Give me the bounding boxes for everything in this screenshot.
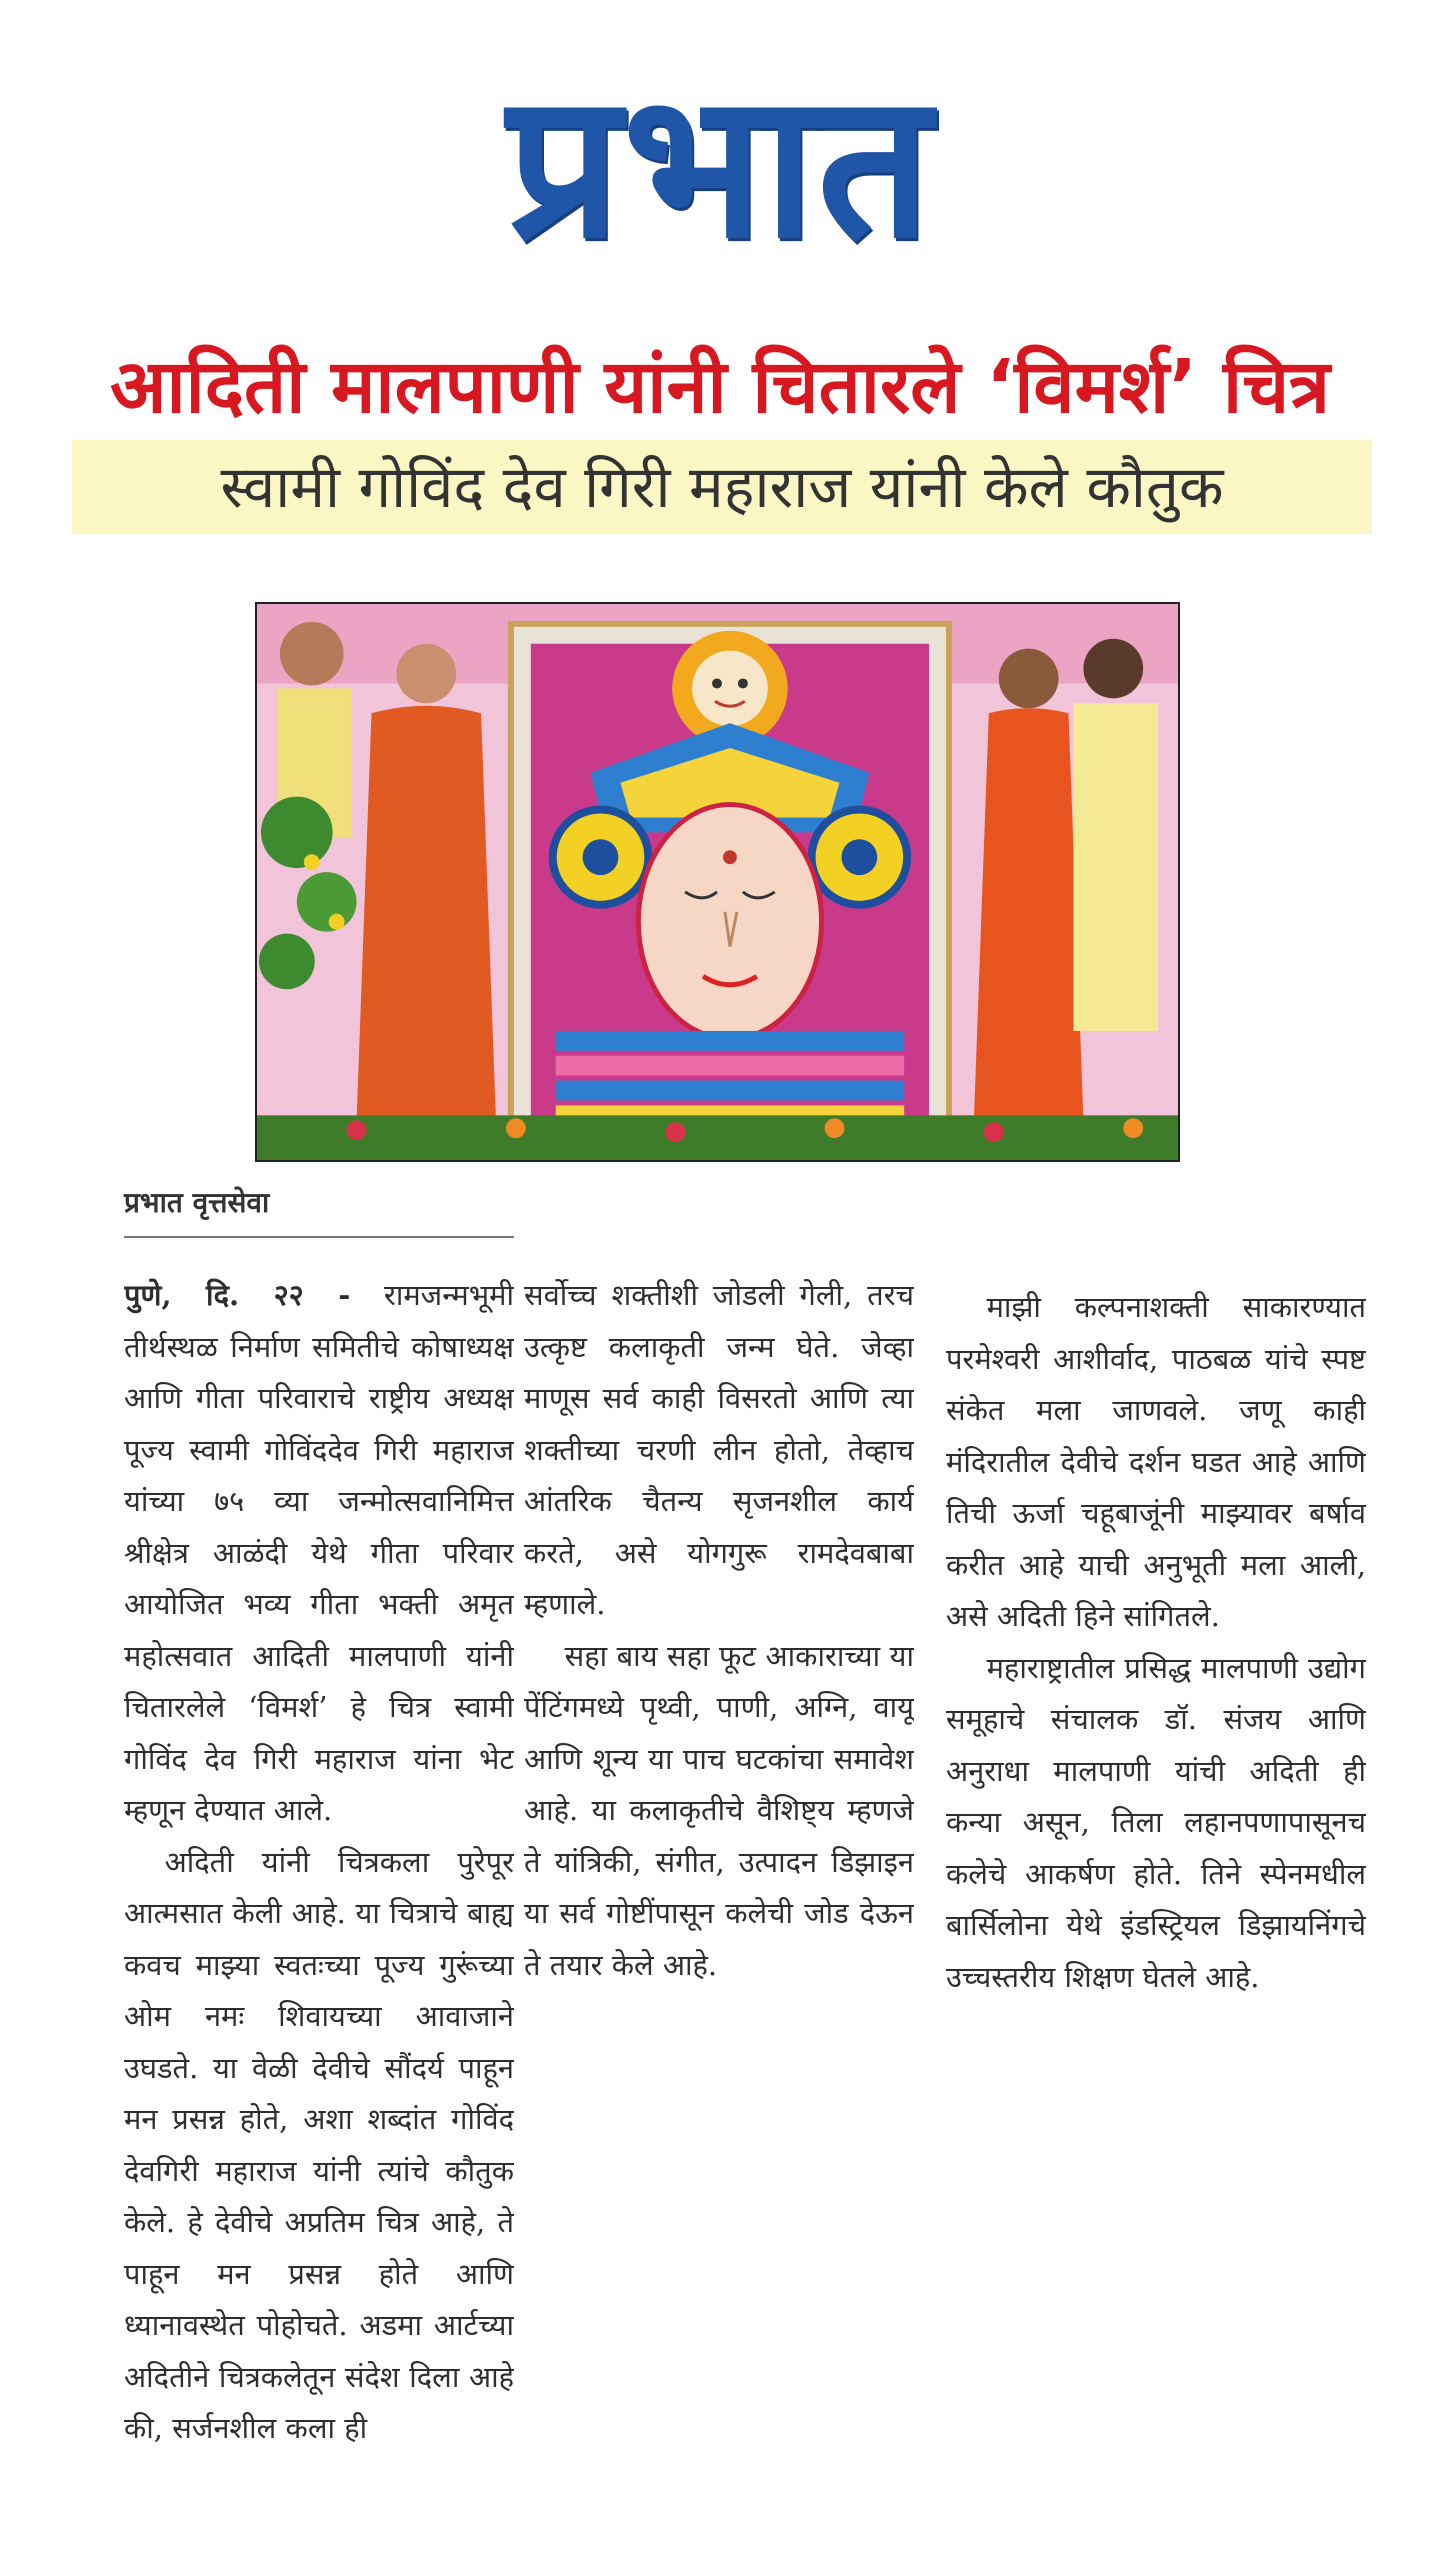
byline-divider	[124, 1236, 514, 1238]
article-paragraph: माझी कल्पनाशक्ती साकारण्यात परमेश्वरी आशीर्वाद, पाठबळ यांचे स्पष्ट संकेत मला जाणवले. जणू काही मंदिरातील देवीचे दर्शन घडत आहे आणि तिची ऊर्जा चहूबाजूंनी माझ्यावर बर्षाव करीत आहे याची अनुभूती मला आली, असे अदिती हिने सांगितले.	[946, 1290, 1366, 1633]
article-paragraph: सहा बाय सहा फूट आकाराच्या या पेंटिंगमध्ये पृथ्वी, पाणी, अग्नि, वायू आणि शून्य या पाच घटकांचा समावेश आहे. या कलाकृतीचे वैशिष्ट्य म्हणजे ते यांत्रिकी, संगीत, उत्पादन डिझाइन या सर्व गोष्टींपासून कलेची जोड देऊन ते तयार केले आहे.	[524, 1638, 914, 1982]
article-byline: प्रभात वृत्तसेवा	[124, 1186, 270, 1219]
article-photo	[255, 602, 1180, 1162]
article-column-1	[124, 1270, 514, 2540]
article-column-3	[946, 1282, 1366, 2552]
paragraph-text: रामजन्मभूमी तीर्थस्थळ निर्माण समितीचे कोषाध्यक्ष आणि गीता परिवाराचे राष्ट्रीय अध्यक्ष पूज्य स्वामी गोविंददेव गिरी महाराज यांच्या ७५ व्या जन्मोत्सवानिमित्त श्रीक्षेत्र आळंदी येथे गीता परिवार आयोजित भव्य गीता भक्ती अमृत महोत्सवात आदिती मालपाणी यांनी चितारलेले ‘विमर्श’ हे चित्र स्वामी गोविंद देव गिरी महाराज यांना भेट म्हणून देण्यात आले.	[124, 1278, 514, 1827]
article-dateline: पुणे, दि. २२ -	[124, 1278, 351, 1312]
article-subheadline: स्वामी गोविंद देव गिरी महाराज यांनी केले कौतुक	[220, 453, 1224, 521]
article-paragraph: अदिती यांनी चित्रकला पुरेपूर आत्मसात केली आहे. या चित्राचे बाह्य कवच माझ्या स्वतःच्या पूज्य गुरूंच्या ओम नमः शिवायच्या आवाजाने उघडते. या वेळी देवीचे सौंदर्य पाहून मन प्रसन्न होते, अशा शब्दांत गोविंद देवगिरी महाराज यांनी त्यांचे कौतुक केले. हे देवीचे अप्रतिम चित्र आहे, ते पाहून मन प्रसन्न होते आणि ध्यानावस्थेत पोहोचते. अडमा आर्टच्या अदितीने चित्रकलेतून संदेश दिला आहे की, सर्जनशील कला ही	[124, 1844, 514, 2445]
article-paragraph	[124, 1270, 514, 1837]
article-paragraph: सर्वोच्च शक्तीशी जोडली गेली, तरच उत्कृष्ट कलाकृती जन्म घेते. जेव्हा माणूस सर्व काही विसरतो आणि त्या शक्तीच्या चरणी लीन होतो, तेव्हाच आंतरिक चैतन्य सृजनशील कार्य करते, असे योगगुरू रामदेवबाबा म्हणाले.	[524, 1278, 914, 1621]
article-column-2	[524, 1270, 914, 2540]
article-paragraph: महाराष्ट्रातील प्रसिद्ध मालपाणी उद्योग समूहाचे संचालक डॉ. संजय आणि अनुराधा मालपाणी यांची अदिती ही कन्या असून, तिला लहानपणापासूनच कलेचे आकर्षण होते. तिने स्पेनमधील बार्सिलोना येथे इंडस्ट्रियल डिझायनिंगचे उच्चस्तरीय शिक्षण घेतले आहे.	[946, 1650, 1366, 1994]
article-headline: आदिती मालपाणी यांनी चितारले ‘विमर्श’ चित्र	[109, 344, 1331, 430]
newspaper-masthead-logo: प्रभात	[506, 50, 934, 283]
painting-unveiling-photo	[257, 604, 1178, 1160]
